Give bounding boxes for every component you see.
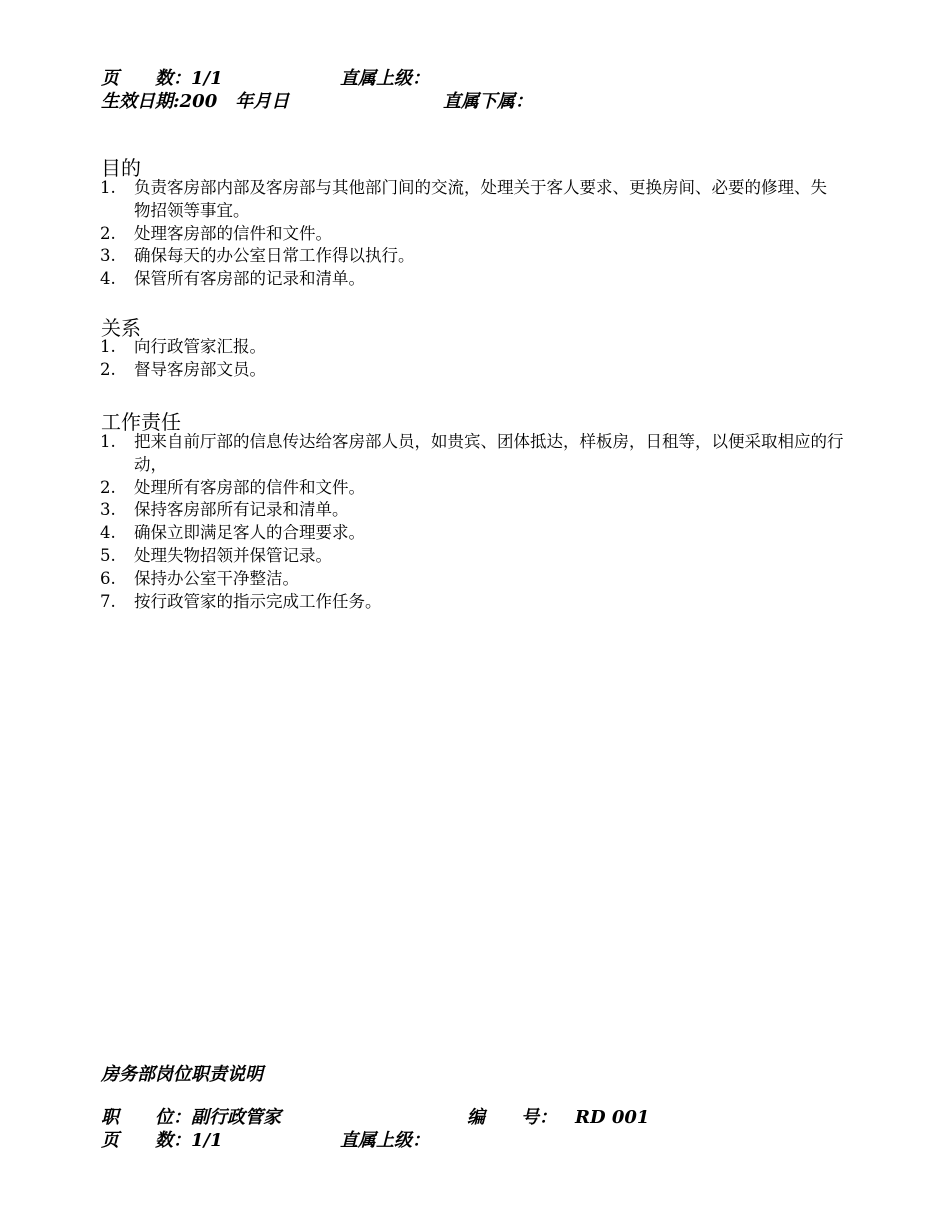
list-item [100, 591, 845, 614]
list-item [100, 522, 845, 545]
list-item [100, 268, 840, 291]
list-item-text: 按行政管家的指示完成工作任务。 [134, 591, 382, 611]
section-title-purpose: 目的 [101, 156, 141, 180]
list-item-number: 2. [100, 223, 116, 243]
footer-position: 职 位：副行政管家 [101, 1107, 281, 1128]
list-item-text: 保持客房部所有记录和清单。 [134, 500, 349, 520]
list-item-number: 6. [100, 568, 116, 588]
list-item-number: 4. [100, 269, 116, 289]
list-item-number: 4. [100, 523, 116, 543]
purpose-list [100, 177, 840, 291]
list-item [100, 545, 845, 568]
footer-pages: 页 数：1/1 [101, 1130, 223, 1151]
header-pages: 页 数：1/1 [101, 68, 223, 89]
list-item-text: 确保每天的办公室日常工作得以执行。 [134, 246, 415, 266]
header-subordinate: 直属下属： [443, 91, 533, 112]
list-item [100, 223, 840, 246]
list-item-number: 5. [100, 545, 116, 565]
footer-doc-title: 房务部岗位职责说明 [101, 1064, 263, 1085]
list-item-number: 7. [100, 591, 116, 611]
header-supervisor: 直属上级： [340, 68, 430, 89]
list-item [100, 568, 845, 591]
list-item [100, 431, 845, 477]
list-item-number: 3. [100, 246, 116, 266]
list-item-text: 向行政管家汇报。 [134, 337, 266, 356]
list-item [100, 499, 845, 522]
list-item-text: 确保立即满足客人的合理要求。 [134, 523, 365, 543]
list-item-text: 保管所有客房部的记录和清单。 [134, 269, 365, 289]
list-item [100, 177, 840, 223]
list-item-text: 处理失物招领并保管记录。 [134, 545, 332, 565]
list-item [100, 359, 840, 382]
header-effective-date: 生效日期:200 年月日 [101, 91, 290, 112]
footer-code: 编 号： RD 001 [467, 1107, 650, 1128]
list-item-text: 保持办公室干净整洁。 [134, 568, 299, 588]
list-item-text: 处理客房部的信件和文件。 [134, 223, 332, 243]
section-title-relations: 关系 [101, 316, 141, 340]
list-item-text: 督导客房部文员。 [134, 359, 266, 379]
section-title-duties: 工作责任 [101, 410, 181, 434]
list-item [100, 245, 840, 268]
list-item-text: 负责客房部内部及客房部与其他部门间的交流，处理关于客人要求、更换房间、必要的修理、失物招领等事宜。 [134, 178, 827, 220]
footer-supervisor: 直属上级： [340, 1130, 430, 1151]
list-item-number: 3. [100, 500, 116, 520]
list-item-number: 1. [100, 178, 116, 197]
duties-list [100, 431, 845, 613]
list-item-number: 1. [100, 432, 116, 451]
list-item [100, 477, 845, 500]
list-item-number: 2. [100, 477, 116, 497]
list-item-text: 把来自前厅部的信息传达给客房部人员，如贵宾、团体抵达，样板房，日租等，以便采取相应的行动， [134, 432, 844, 474]
list-item [100, 336, 840, 359]
list-item-text: 处理所有客房部的信件和文件。 [134, 477, 365, 497]
relations-list [100, 336, 840, 382]
list-item-number: 1. [100, 337, 116, 356]
list-item-number: 2. [100, 359, 116, 379]
